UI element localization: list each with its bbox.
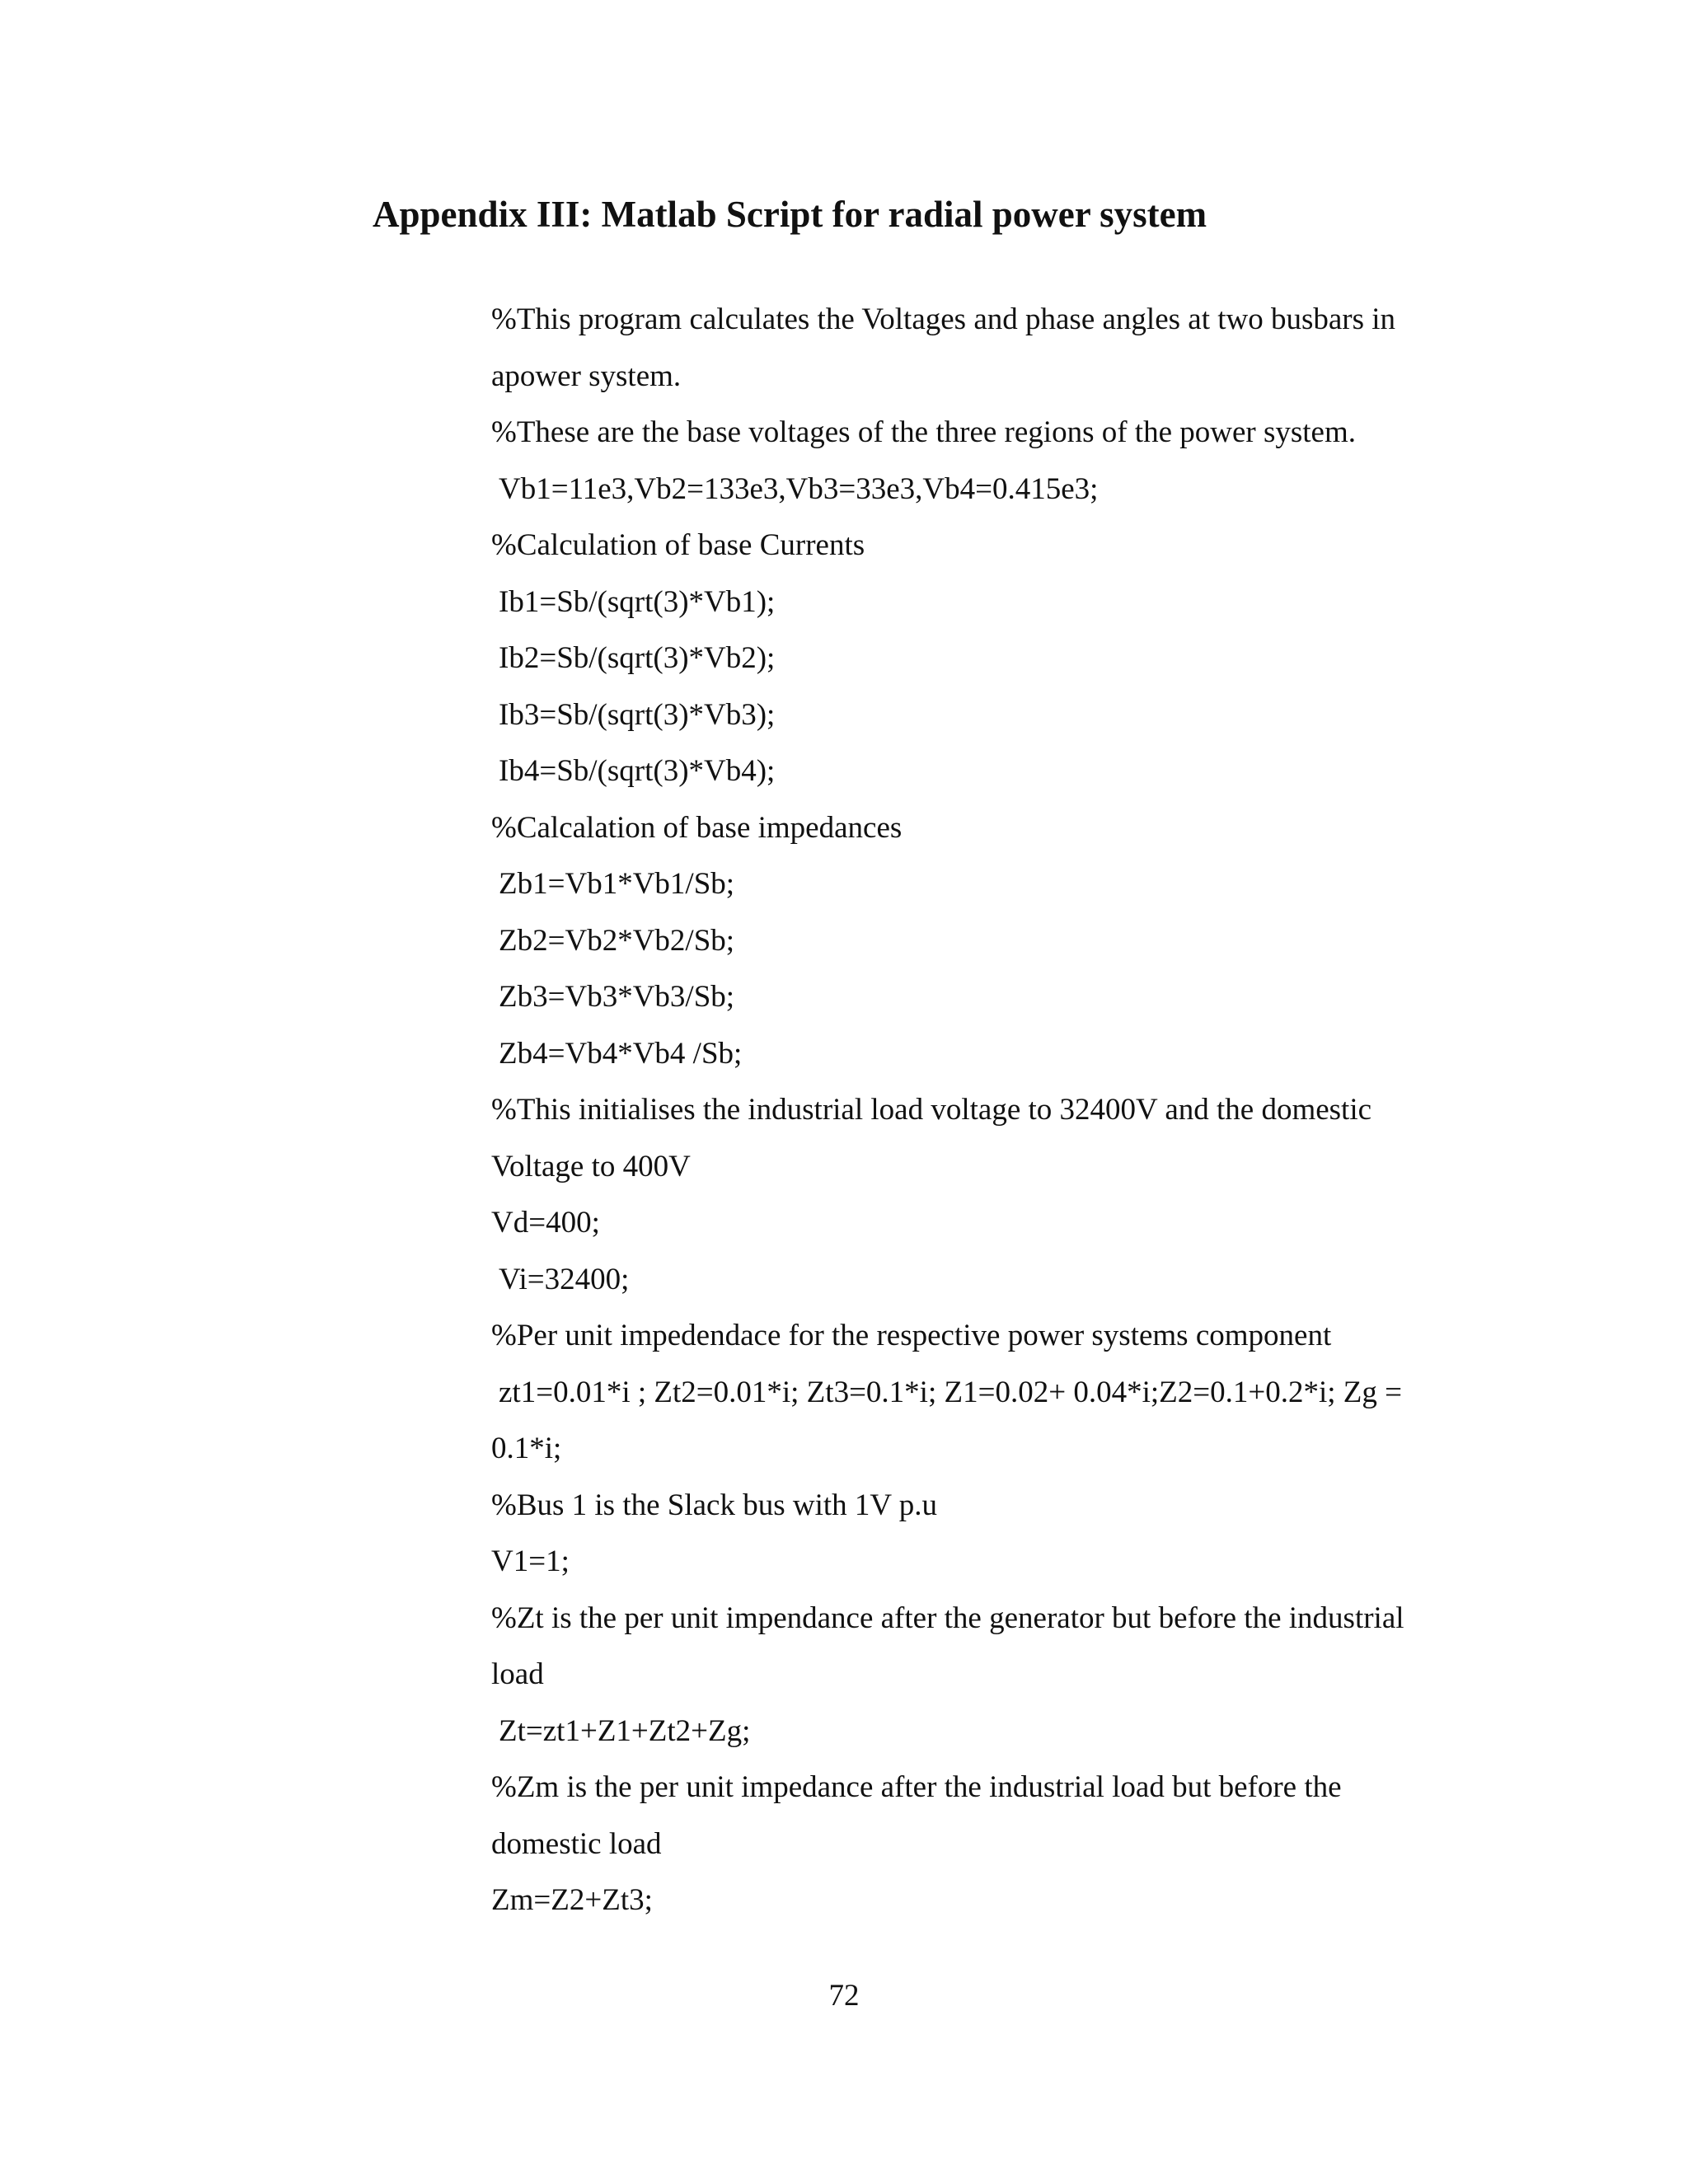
script-line: Ib2=Sb/(sqrt(3)*Vb2);	[499, 641, 776, 675]
script-line: Zb1=Vb1*Vb1/Sb;	[499, 867, 735, 901]
script-line: Ib3=Sb/(sqrt(3)*Vb3);	[499, 697, 776, 732]
script-line: Vi=32400;	[499, 1262, 630, 1296]
script-line: 0.1*i;	[491, 1432, 562, 1465]
script-line: %Per unit impedendace for the respective power systems component	[491, 1319, 1332, 1352]
script-line: Zb2=Vb2*Vb2/Sb;	[499, 923, 735, 958]
script-line: load	[491, 1657, 544, 1691]
script-line: V1=1;	[491, 1544, 570, 1578]
script-line: %Zm is the per unit impedance after the industrial load but before the	[491, 1770, 1342, 1804]
script-line: Zt=zt1+Z1+Zt2+Zg;	[499, 1713, 751, 1748]
page-number: 72	[828, 1979, 860, 2013]
script-line: apower system.	[491, 359, 682, 393]
script-line: %Bus 1 is the Slack bus with 1V p.u	[491, 1488, 937, 1522]
script-line: %This program calculates the Voltages and phase angles at two busbars in	[491, 302, 1396, 336]
script-line: Ib4=Sb/(sqrt(3)*Vb4);	[499, 754, 776, 788]
script-line: Voltage to 400V	[491, 1149, 691, 1183]
appendix-heading: Appendix III: Matlab Script for radial power system	[373, 194, 1207, 235]
script-line: %This initialises the industrial load voltage to 32400V and the domestic	[491, 1093, 1372, 1127]
script-line: %Zt is the per unit impendance after the generator but before the industrial	[491, 1601, 1404, 1635]
script-line: Zb3=Vb3*Vb3/Sb;	[499, 980, 735, 1014]
script-line: Vd=400;	[491, 1206, 600, 1240]
script-line: Ib1=Sb/(sqrt(3)*Vb1);	[499, 584, 776, 619]
matlab-script	[491, 292, 1480, 1929]
script-line: %Calcalation of base impedances	[491, 810, 903, 845]
script-line: domestic load	[491, 1826, 662, 1861]
script-line: %These are the base voltages of the three regions of the power system.	[491, 415, 1356, 449]
script-line: zt1=0.01*i ; Zt2=0.01*i; Zt3=0.1*i; Z1=0.02+ 0.04*i;Z2=0.1+0.2*i; Zg =	[499, 1375, 1402, 1409]
script-line: Zb4=Vb4*Vb4 /Sb;	[499, 1036, 743, 1071]
script-line: Vb1=11e3,Vb2=133e3,Vb3=33e3,Vb4=0.415e3;	[499, 471, 1099, 506]
script-line: %Calculation of base Currents	[491, 528, 865, 562]
script-line: Zm=Z2+Zt3;	[491, 1883, 653, 1917]
